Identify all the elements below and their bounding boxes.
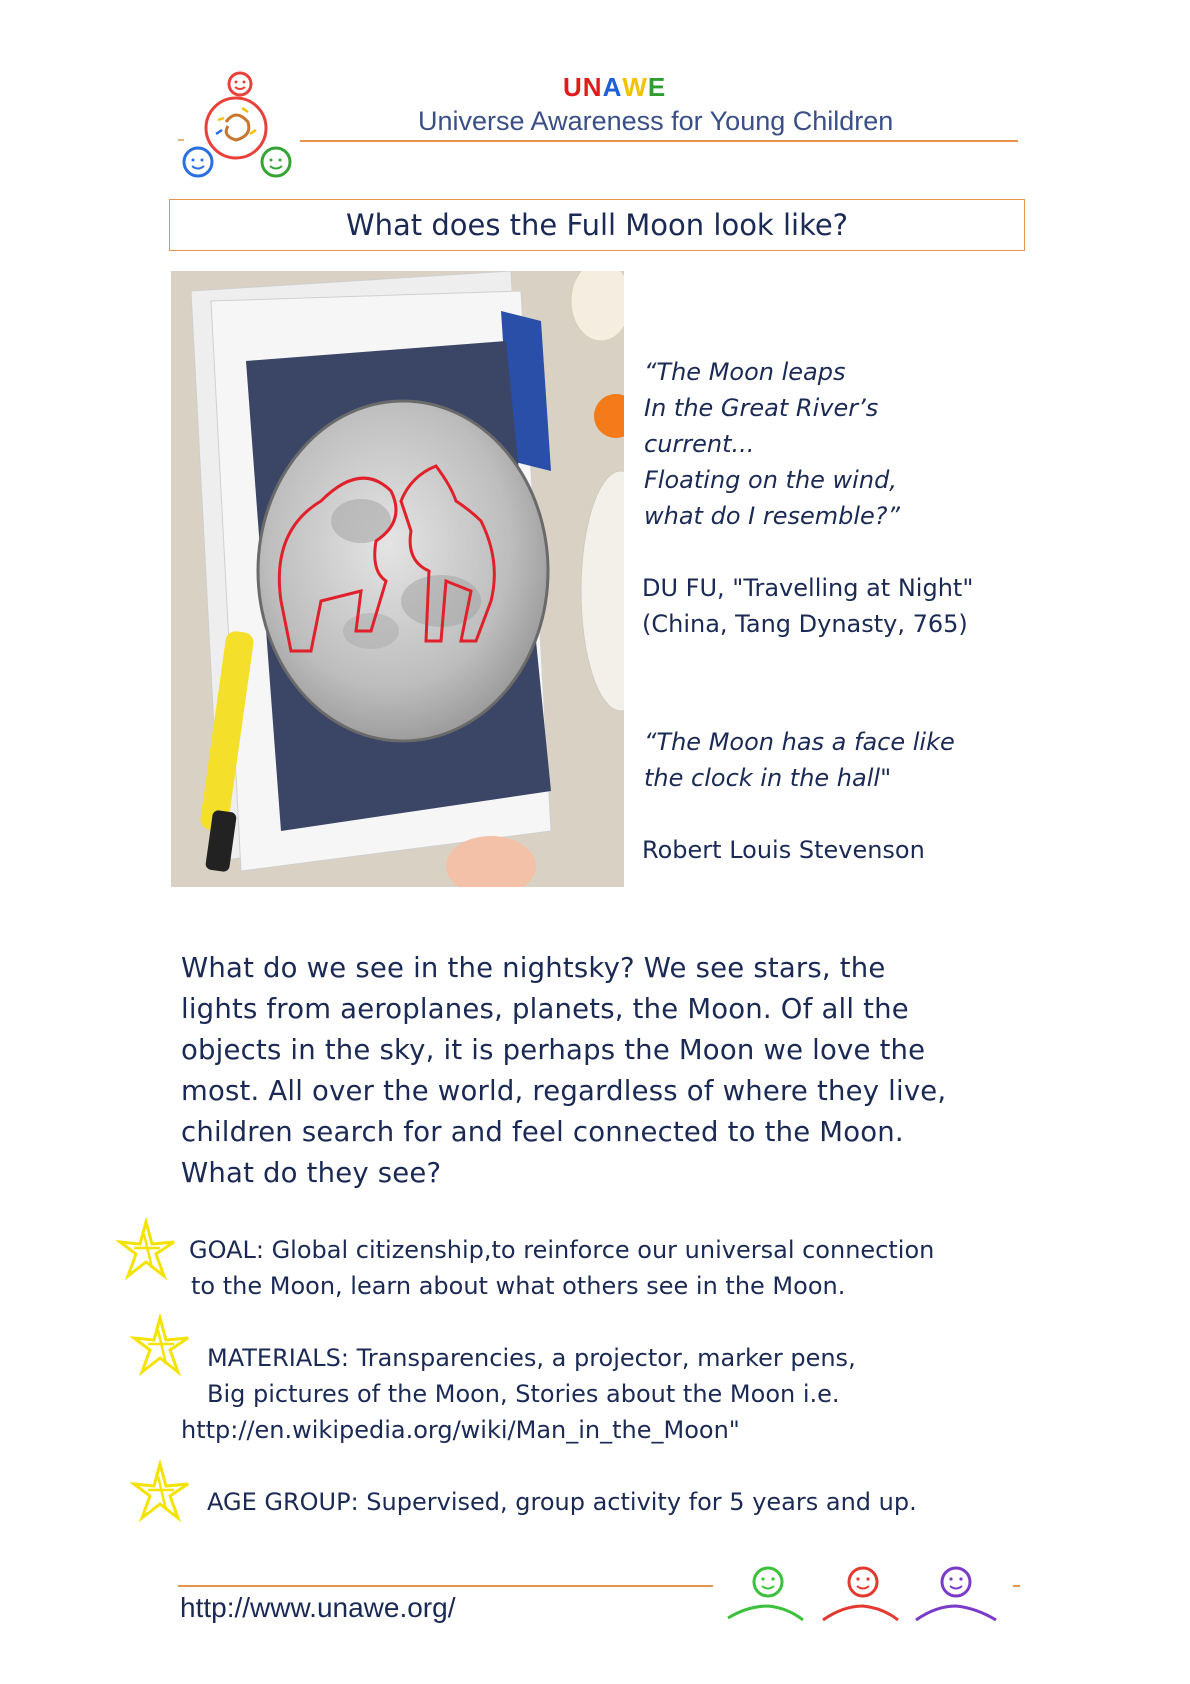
age-group-line: AGE GROUP: Supervised, group activity for 5 years and up. <box>207 1488 917 1516</box>
footer-divider <box>178 1585 713 1587</box>
brand-letter: U <box>563 72 583 102</box>
body-line: lights from aeroplanes, planets, the Moon. Of all the <box>181 993 909 1025</box>
page-title: What does the Full Moon look like? <box>345 208 849 242</box>
quote2-line: the clock in the hall" <box>644 764 892 792</box>
star-icon <box>116 1218 178 1280</box>
header-divider <box>300 140 1018 142</box>
brand-letter: N <box>582 72 603 102</box>
brand-letter: W <box>622 72 648 102</box>
quote2-line: “The Moon has a face like <box>644 728 955 756</box>
body-line: most. All over the world, regardless of where they live, <box>181 1075 947 1107</box>
header-subtitle: Universe Awareness for Young Children <box>418 106 894 136</box>
unawe-logo <box>178 70 298 180</box>
quote1-attribution: (China, Tang Dynasty, 765) <box>642 610 968 638</box>
body-line: children search for and feel connected to the Moon. <box>181 1116 904 1148</box>
quote1-line: Floating on the wind, <box>644 466 897 494</box>
quote1-line: current... <box>644 430 755 458</box>
quote2-attribution: Robert Louis Stevenson <box>642 836 925 864</box>
footer-link[interactable]: http://www.unawe.org/ <box>180 1592 456 1623</box>
body-line: objects in the sky, it is perhaps the Moon we love the <box>181 1034 926 1066</box>
brand-letter: A <box>602 72 623 102</box>
moon-photo <box>171 271 624 887</box>
quote1-attribution: DU FU, "Travelling at Night" <box>642 574 974 602</box>
quote1-line: In the Great River’s <box>644 394 879 422</box>
title-box <box>169 199 1025 251</box>
body-line: What do they see? <box>181 1157 442 1189</box>
goal-line: GOAL: Global citizenship,to reinforce our universal connection <box>189 1236 935 1264</box>
body-line: What do we see in the nightsky? We see stars, the <box>181 952 886 984</box>
star-icon <box>130 1314 192 1376</box>
quote1-line: “The Moon leaps <box>644 358 846 386</box>
materials-line: MATERIALS: Transparencies, a projector, marker pens, <box>207 1344 856 1372</box>
goal-line: to the Moon, learn about what others see in the Moon. <box>191 1272 846 1300</box>
materials-line: Big pictures of the Moon, Stories about the Moon i.e. <box>207 1380 840 1408</box>
brand-letter: E <box>647 72 667 102</box>
star-icon <box>130 1460 192 1522</box>
brand-name <box>563 72 666 103</box>
quote1-line: what do I resemble?” <box>644 502 900 530</box>
materials-link[interactable]: http://en.wikipedia.org/wiki/Man_in_the_Moon" <box>181 1416 740 1444</box>
children-figures-icon <box>718 1562 1018 1630</box>
